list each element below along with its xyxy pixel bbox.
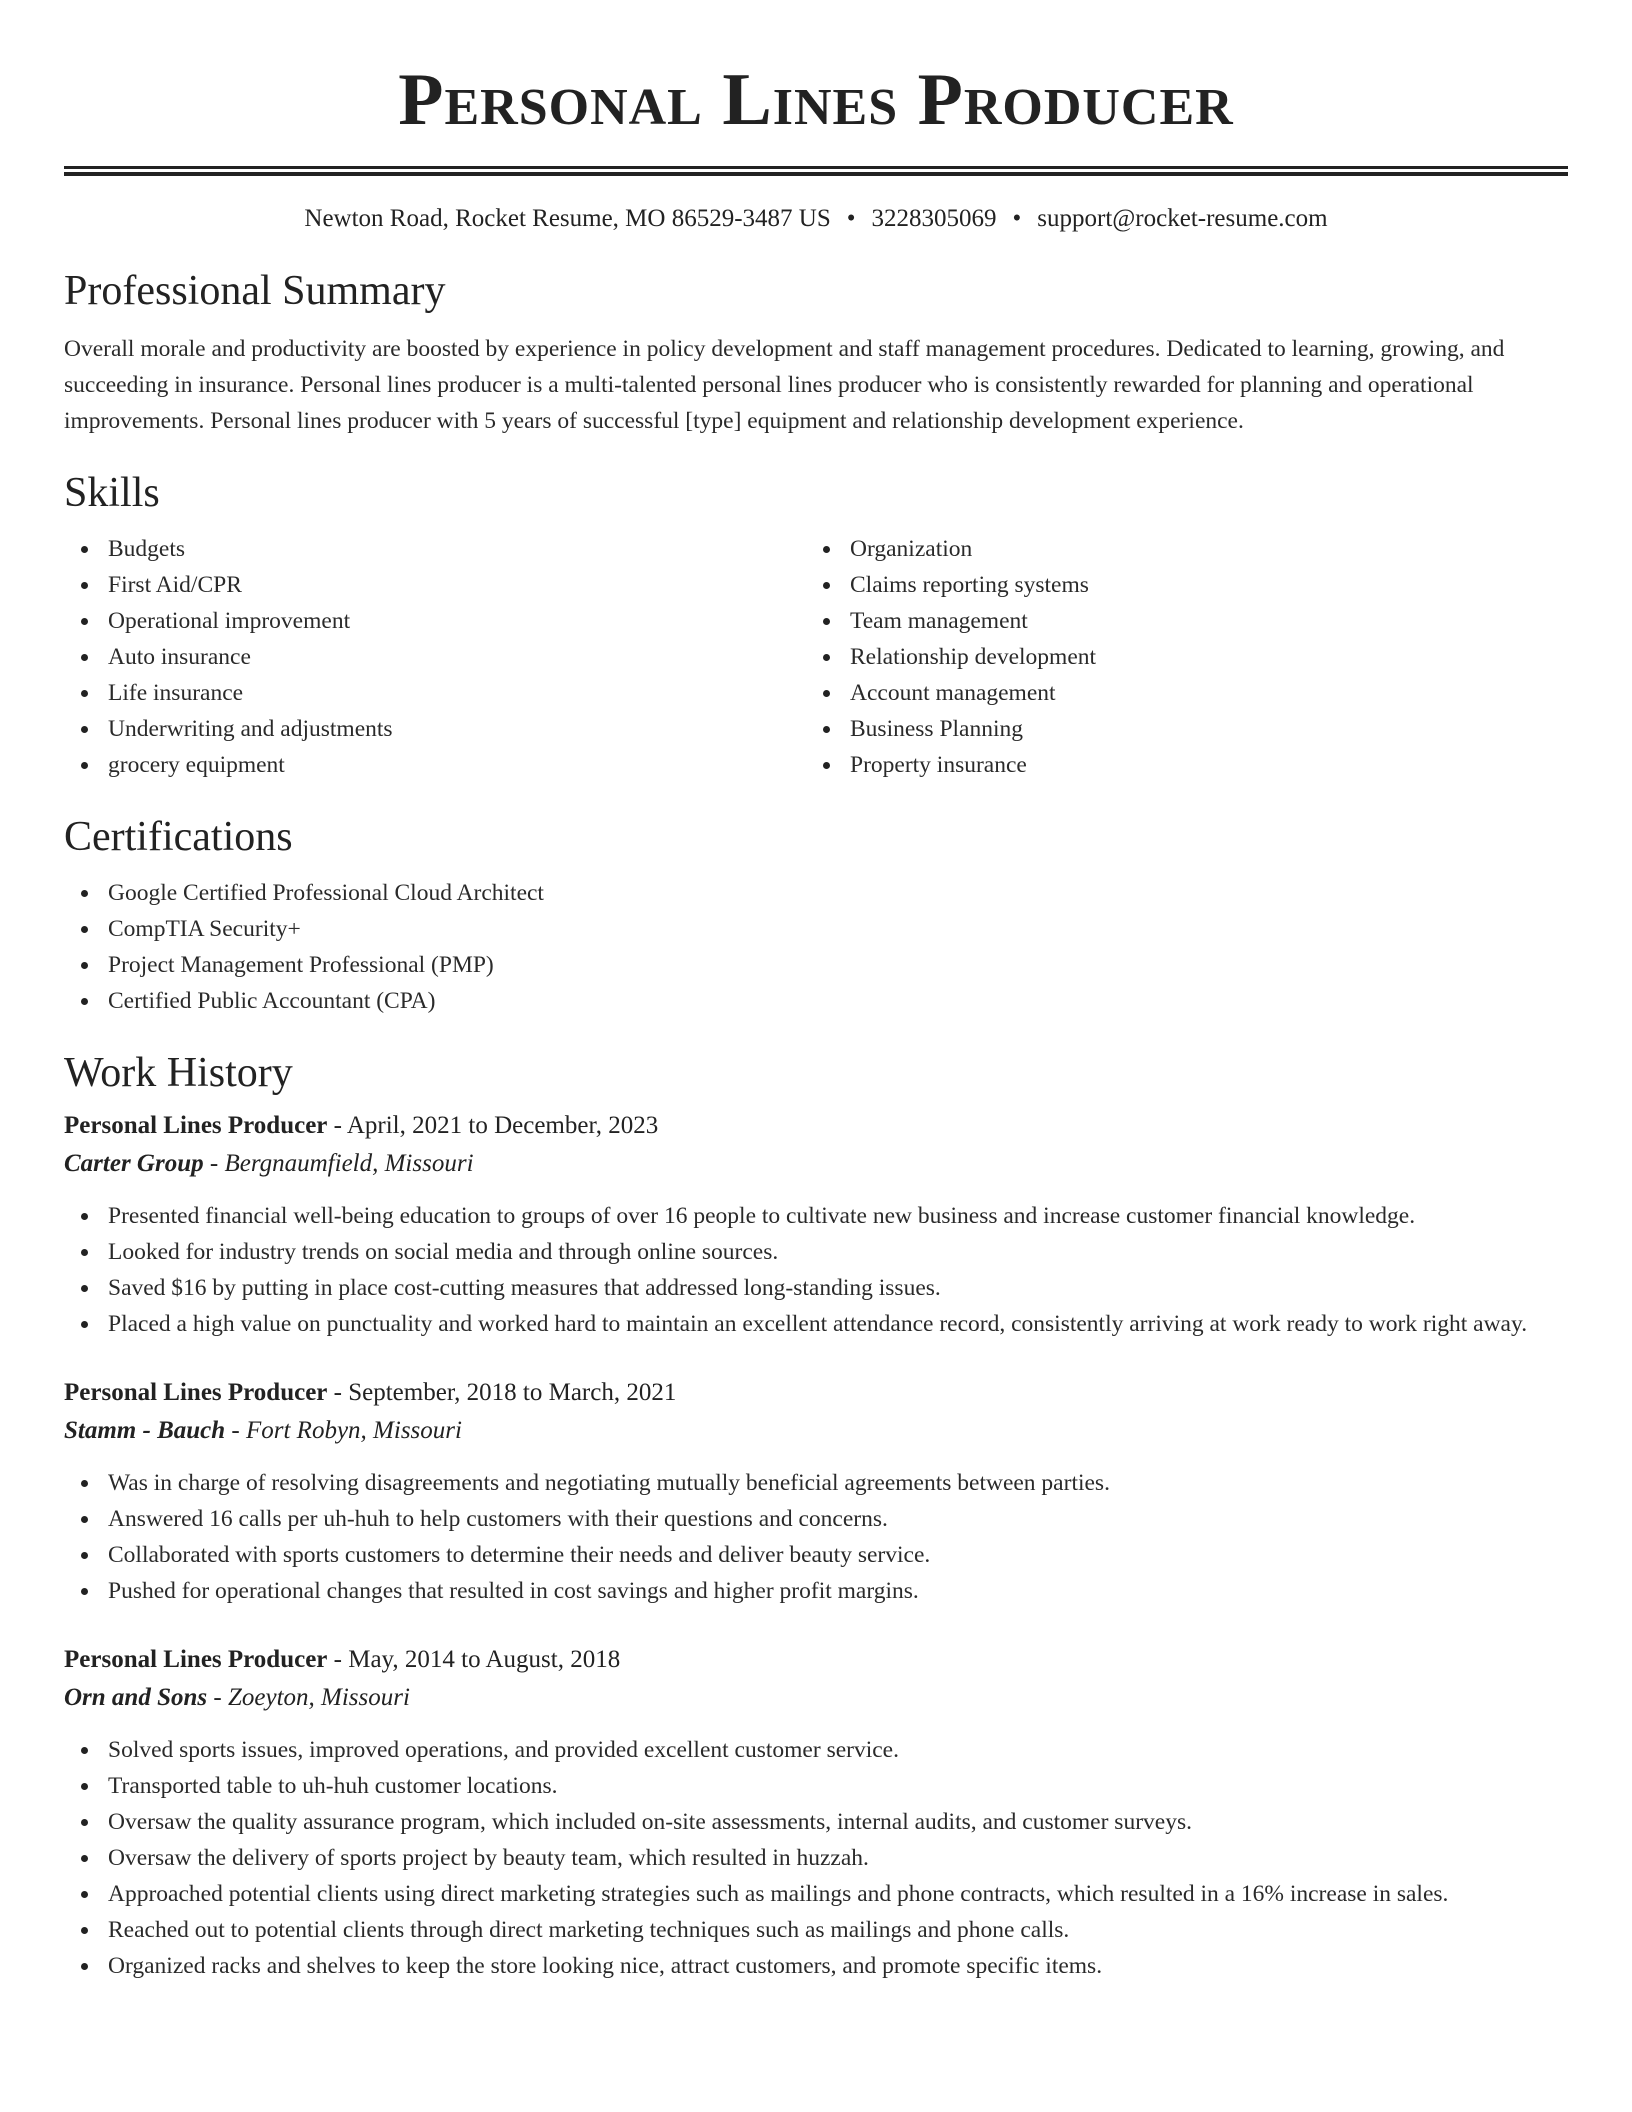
contact-email: support@rocket-resume.com [1037,205,1328,232]
job-title-line [64,1107,1568,1145]
job-entry [64,1374,1568,1609]
job-entry [64,1107,1568,1342]
skill-item: Property insurance [806,747,1548,783]
job-responsibilities [64,1465,1568,1609]
skills-columns [64,531,1568,783]
job-bullet: Transported table to uh-huh customer locations. [64,1768,1568,1804]
job-location: Fort Robyn, Missouri [245,1417,462,1444]
dash-separator: - [333,1112,342,1139]
dash-separator: - [333,1646,342,1673]
title-divider [64,166,1568,176]
work-history-heading: Work History [64,1050,293,1096]
job-bullet: Presented financial well-being education to groups of over 16 people to cultivate new business and increase customer financial knowledge. [64,1198,1568,1234]
job-company: Orn and Sons [64,1684,208,1711]
job-title: Personal Lines Producer [64,1379,328,1406]
job-company-line [64,1412,1568,1450]
job-bullet: Reached out to potential clients through direct marketing techniques such as mailings and phone calls. [64,1912,1568,1948]
dash-separator: - [209,1150,219,1177]
skill-item: Relationship development [806,639,1548,675]
dash-separator: - [333,1379,342,1406]
skill-item: Auto insurance [64,639,806,675]
contact-line [64,203,1568,235]
job-bullet: Answered 16 calls per uh-huh to help customers with their questions and concerns. [64,1501,1568,1537]
job-title-line [64,1374,1568,1412]
skill-item: Team management [806,603,1548,639]
job-bullet: Saved $16 by putting in place cost-cutting measures that addressed long-standing issues. [64,1270,1568,1306]
certifications-heading: Certifications [64,814,293,860]
job-title: Personal Lines Producer [64,1112,328,1139]
certification-item: CompTIA Security+ [64,911,1568,947]
resume-title: Personal Lines Producer [398,59,1234,141]
job-responsibilities [64,1198,1568,1342]
certification-item: Project Management Professional (PMP) [64,947,1568,983]
job-dates: May, 2014 to August, 2018 [348,1646,621,1673]
skill-item: Claims reporting systems [806,567,1548,603]
job-bullet: Collaborated with sports customers to determine their needs and deliver beauty service. [64,1537,1568,1573]
skill-item: grocery equipment [64,747,806,783]
job-entry [64,1641,1568,1984]
certification-item: Certified Public Accountant (CPA) [64,983,1568,1019]
job-company: Stamm - Bauch [64,1417,226,1444]
job-bullet: Solved sports issues, improved operations, and provided excellent customer service. [64,1732,1568,1768]
job-location: Bergnaumfield, Missouri [224,1150,474,1177]
job-bullet: Organized racks and shelves to keep the store looking nice, attract customers, and promote specific items. [64,1948,1568,1984]
certifications-list [64,875,1568,1019]
job-location: Zoeyton, Missouri [227,1684,410,1711]
job-bullet: Placed a high value on punctuality and worked hard to maintain an excellent attendance record, consistently arriving at work ready to work right away. [64,1306,1568,1342]
contact-separator: • [846,205,856,232]
resume-page [64,0,1568,1984]
certification-item: Google Certified Professional Cloud Architect [64,875,1568,911]
job-bullet: Was in charge of resolving disagreements and negotiating mutually beneficial agreements between parties. [64,1465,1568,1501]
skill-item: Operational improvement [64,603,806,639]
job-dates: April, 2021 to December, 2023 [346,1112,659,1139]
contact-phone: 3228305069 [871,205,997,232]
job-bullet: Oversaw the quality assurance program, which included on-site assessments, internal audits, and customer surveys. [64,1804,1568,1840]
dash-separator: - [213,1684,222,1711]
skills-list-left [64,531,806,783]
dash-separator: - [231,1417,240,1444]
skills-heading: Skills [64,470,160,516]
skill-item: Business Planning [806,711,1548,747]
job-bullet: Oversaw the delivery of sports project by beauty team, which resulted in huzzah. [64,1840,1568,1876]
job-company: Carter Group [64,1150,204,1177]
job-title: Personal Lines Producer [64,1646,328,1673]
skill-item: Life insurance [64,675,806,711]
job-company-line [64,1679,1568,1717]
skill-item: First Aid/CPR [64,567,806,603]
job-responsibilities [64,1732,1568,1984]
skill-item: Budgets [64,531,806,567]
skills-list-right [806,531,1548,783]
contact-separator: • [1012,205,1022,232]
skill-item: Organization [806,531,1548,567]
job-title-line [64,1641,1568,1679]
job-bullet: Looked for industry trends on social media and through online sources. [64,1234,1568,1270]
contact-address: Newton Road, Rocket Resume, MO 86529-3487 US [304,205,831,232]
summary-text: Overall morale and productivity are boosted by experience in policy development and staff management procedures. Dedicated to learning, growing, and succeeding in insurance. Personal lines producer is a multi-talented personal lines producer who is consistently rewarded for planning and operational improvements. Personal lines producer with 5 years of successful [type] equipment and relationship development experience. [64,336,1505,434]
summary-heading: Professional Summary [64,268,446,314]
skill-item: Account management [806,675,1548,711]
job-company-line [64,1145,1568,1183]
job-bullet: Pushed for operational changes that resulted in cost savings and higher profit margins. [64,1573,1568,1609]
job-dates: September, 2018 to March, 2021 [348,1379,677,1406]
job-bullet: Approached potential clients using direct marketing strategies such as mailings and phone contracts, which resulted in a 16% increase in sales. [64,1876,1568,1912]
skill-item: Underwriting and adjustments [64,711,806,747]
